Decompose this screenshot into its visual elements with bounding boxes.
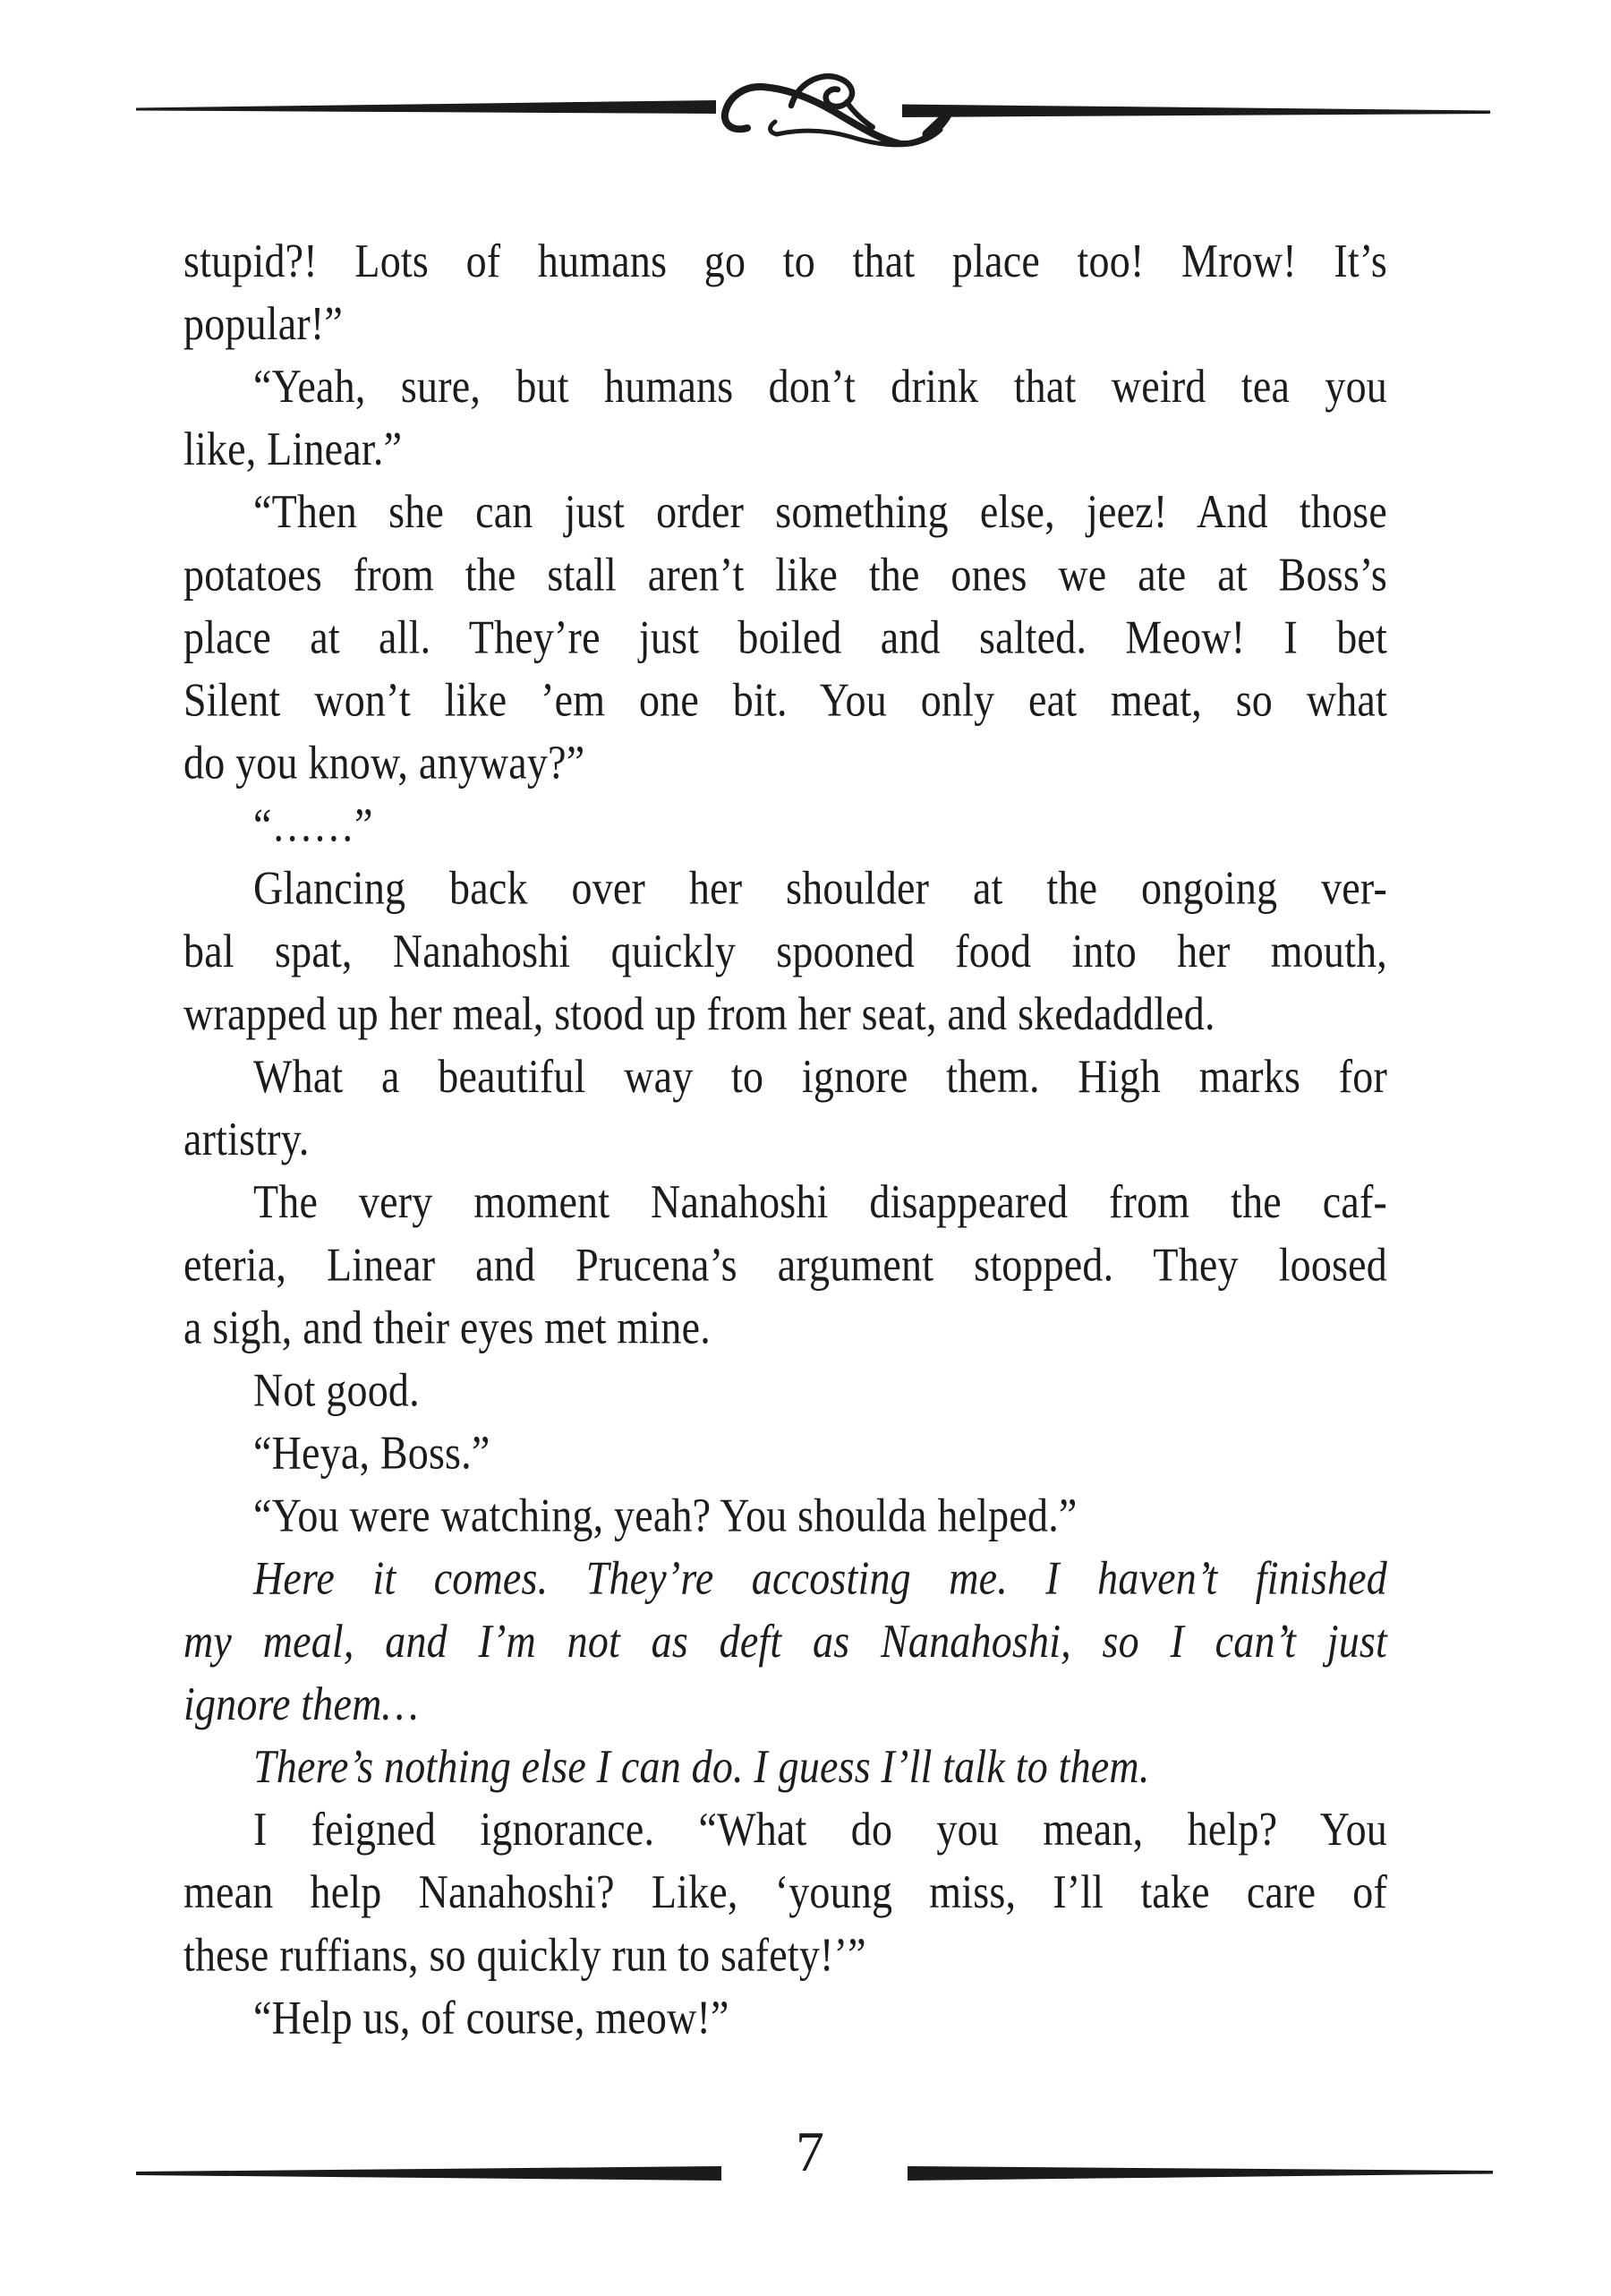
text-line: What a beautiful way to ignore them. High marks for [253,1049,1387,1103]
text-line: like, Linear.” [183,422,403,475]
text-line: do you know, anyway?” [183,736,585,790]
text-line: a sigh, and their eyes met mine. [183,1301,711,1353]
text-line: potatoes from the stall aren’t like the ones we ate at Boss’s [183,548,1387,601]
text-line: I feigned ignorance. “What do you mean, help? You [253,1802,1387,1856]
text-line: “You were watching, yeah? You shoulda helped.” [253,1489,1078,1542]
paragraph [183,1421,1387,1484]
text-line: “Heya, Boss.” [253,1426,490,1480]
text-line: wrapped up her meal, stood up from her seat, and skedaddled. [183,986,1215,1040]
text-line: eteria, Linear and Prucena’s argument stopped. They loosed [183,1238,1387,1291]
text-line: my meal, and I’m not as deft as Nanahoshi, so I can’t just [183,1614,1387,1668]
text-line: Silent won’t like ’em one bit. You only eat meat, so what [183,673,1387,726]
text-line: “Then she can just order something else, jeez! And those [253,485,1387,538]
header-ornament [0,0,1611,179]
paragraph [183,1985,1387,2048]
paragraph [183,480,1387,793]
text-line: stupid?! Lots of humans go to that place too! Mrow! It’s [183,234,1387,287]
paragraph [183,1484,1387,1547]
text-line: these ruffians, so quickly run to safety!’” [183,1928,866,1981]
text-line: popular!” [183,296,344,350]
paragraph [183,1170,1387,1358]
text-line: ignore them… [183,1677,419,1730]
paragraph [183,354,1387,480]
text-line: artistry. [183,1112,310,1165]
paragraph [183,1045,1387,1170]
text-line: Here it comes. They’re accosting me. I haven’t finished [253,1551,1387,1605]
text-line: There’s nothing else I can do. I guess I’ll talk to them. [253,1739,1150,1793]
paragraph [183,1735,1387,1797]
text-line: Not good. [253,1363,420,1416]
page-number: 7 [796,2120,824,2183]
text-line: place at all. They’re just boiled and salted. Meow! I bet [183,610,1387,663]
text-line: “Help us, of course, meow!” [253,1991,729,2044]
paragraph [183,1797,1387,1985]
paragraph [183,1359,1387,1421]
paragraph [183,229,1387,354]
text-line: “Yeah, sure, but humans don’t drink that weird tea you [253,359,1387,413]
text-line: bal spat, Nanahoshi quickly spooned food into her mouth, [183,924,1387,977]
paragraph [183,1547,1387,1735]
header-rule-right [902,105,1490,118]
header-rule-left [136,100,716,114]
text-block [183,229,1387,2049]
paragraph [183,857,1387,1045]
text-line: mean help Nanahoshi? Like, ‘young miss, I’ll take care of [183,1865,1387,1918]
text-line: Glancing back over her shoulder at the ongoing ver- [253,861,1387,915]
text-line: “……” [253,798,373,852]
text-line: The very moment Nanahoshi disappeared from the caf- [253,1175,1387,1228]
paragraph [183,794,1387,857]
